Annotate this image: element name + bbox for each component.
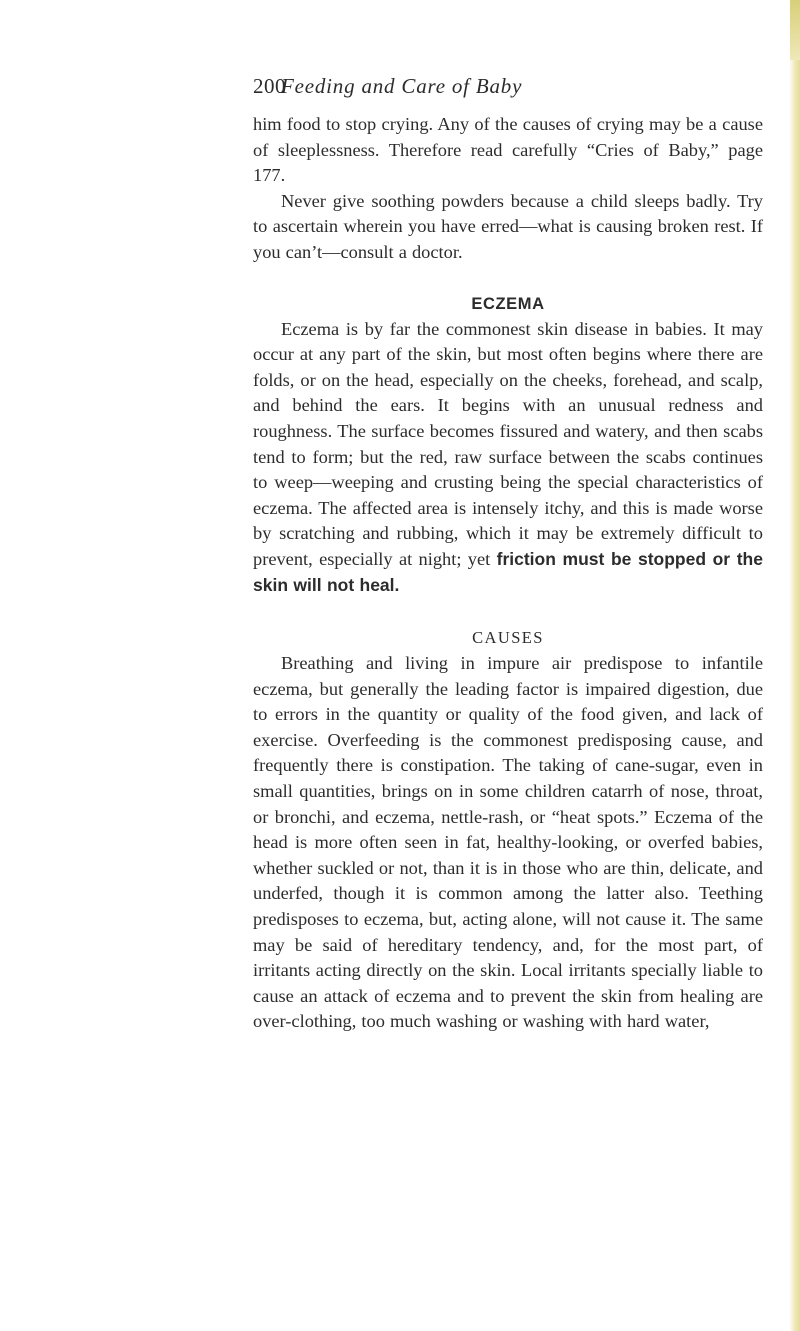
paragraph-eczema — [253, 317, 763, 599]
page-edge-shadow — [789, 0, 800, 1331]
eczema-body-text: Eczema is by far the commonest skin disease in babies. It may occur at any part of the skin, but most often begins where there are folds, or on the head, especially on the cheeks, forehead, and scalp, and behind the ears. It begins with an unusual redness and roughness. The surface becomes fissured and watery, and then scabs tend to form; but the red, raw surface between the scabs continues to weep—weeping and crusting being the special characteristics of eczema. The affected area is intensely itchy, and this is made worse by scratching and rubbing, which it may be extremely difficult to prevent, especially at night; yet — [253, 318, 763, 569]
page-number: 200 — [253, 74, 286, 98]
paragraph-soothing-powders: Never give soothing powders because a child sleeps badly. Try to ascertain wherein you have erred—what is causing broken rest. If you can’t—consult a doctor. — [253, 190, 763, 262]
section-heading-eczema: ECZEMA — [471, 294, 545, 313]
section-heading-causes: CAUSES — [472, 628, 544, 648]
paragraph-causes: Breathing and living in impure air predispose to infantile eczema, but generally the leading factor is impaired digestion, due to errors in the quantity or quality of the food given, and lack of exercise. Overfeeding is the commonest predisposing cause, and frequently there is constipation. The taking of cane-sugar, even in small quantities, brings on in some children catarrh of nose, throat, or bronchi, and eczema, nettle-rash, or “heat spots.” Eczema of the head is more often seen in fat, healthy-looking, or overfed babies, whether suckled or not, than it is in those who are thin, delicate, and underfed, though it is common among the latter also. Teething predisposes to eczema, but, acting alone, will not cause it. The same may be said of hereditary tendency, and, for the most part, of irritants acting directly on the skin. Local irritants specially liable to cause an attack of eczema and to prevent the skin from healing are over-clothing, too much washing or washing with hard water, — [253, 653, 763, 1032]
running-title: Feeding and Care of Baby — [281, 74, 523, 98]
page-edge-mark — [790, 0, 800, 60]
paragraph-sleep-continued: him food to stop crying. Any of the causes of crying may be a cause of sleeplessness. Therefore read carefully “Cries of Baby,” page 177. — [253, 114, 763, 186]
running-head — [253, 74, 798, 104]
text-body — [253, 112, 763, 1035]
eczema-emphasis-text: friction must be stopped or the skin will not heal. — [253, 548, 763, 595]
